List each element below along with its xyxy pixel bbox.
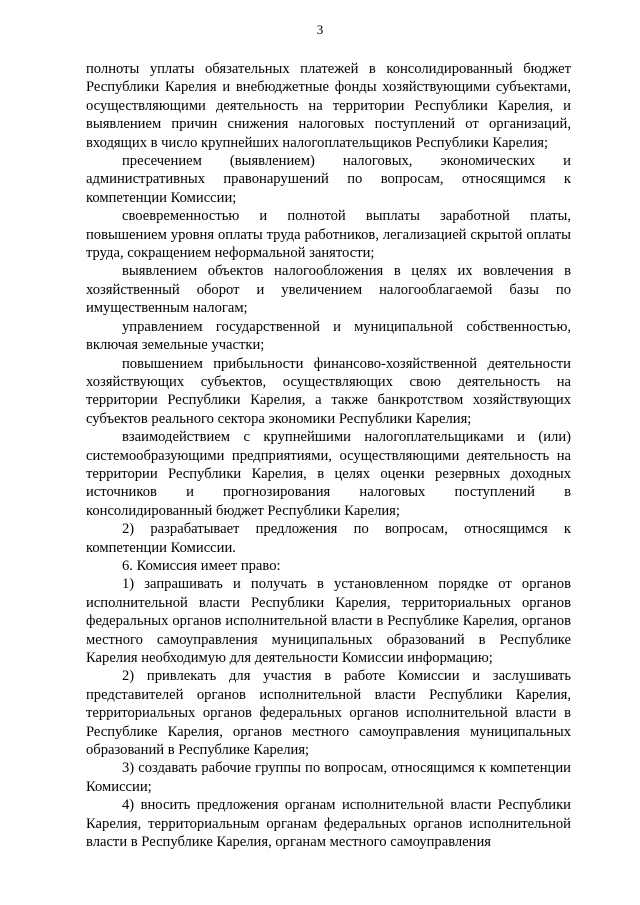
paragraph: 6. Комиссия имеет право: (122, 557, 281, 574)
paragraph: 4) вносить предложения органам исполнительной власти Республики Карелия, территориальным органам федеральных органов исполнительной власти в Республике Карелия, органам местного самоуправления (86, 797, 571, 851)
paragraph: повышением прибыльности финансово-хозяйственной деятельности хозяйствующих субъектов, осуществляющих свою деятельность на территории Республики Карелия, а также банкротством хозяйствующих субъектов реального сектора экономики Республики Карелия; (86, 355, 571, 427)
paragraph: своевременностью и полнотой выплаты заработной платы, повышением уровня оплаты труда работников, легализацией скрытой оплаты труда, сокращением неформальной занятости; (86, 208, 571, 262)
paragraph: 2) разрабатывает предложения по вопросам, относящимся к компетенции Комиссии. (86, 521, 571, 556)
paragraph: 3) создавать рабочие группы по вопросам, относящимся к компетенции Комиссии; (86, 760, 571, 795)
paragraph: выявлением объектов налогообложения в целях их вовлечения в хозяйственный оборот и увеличением налогооблагаемой базы по имущественным налогам; (86, 263, 571, 317)
paragraph: полноты уплаты обязательных платежей в консолидированный бюджет Республики Карелия и внебюджетные фонды хозяйствующими субъектами, осуществляющими деятельность на территории Республики Карелия, и выявлением причин снижения налоговых поступлений от организаций, входящих в число крупнейших налогоплательщиков Республики Карелия; (86, 61, 571, 151)
paragraph: пресечением (выявлением) налоговых, экономических и административных правонарушений по вопросам, относящимся к компетенции Комиссии; (86, 153, 571, 206)
page-number: 3 (316, 22, 324, 37)
paragraph: управлением государственной и муниципальной собственностью, включая земельные участки; (86, 318, 571, 354)
paragraph: взаимодействием с крупнейшими налогоплательщиками и (или) системообразующими предприятиями, осуществляющими деятельность на территории Республики Карелия, в целях оценки резервных доходных источников и прогнозирования налоговых поступлений в консолидированный бюджет Республики Карелия; (86, 429, 571, 519)
paragraph: 1) запрашивать и получать в установленном порядке от органов исполнительной власти Республики Карелия, территориальных органов федеральных органов исполнительной власти в Республике Карелия, органов местного самоуправления муниципальных образований в Республике Карелия необходимую для деятельности Комиссии информацию; (86, 576, 571, 666)
paragraph: 2) привлекать для участия в работе Комиссии и заслушивать представителей органов исполнительной власти Республики Карелия, территориальных органов федеральных органов исполнительной власти в Республике Карелия, органов местного самоуправления муниципальных образований в Республике Карелия; (86, 668, 571, 759)
document-body (86, 60, 571, 851)
